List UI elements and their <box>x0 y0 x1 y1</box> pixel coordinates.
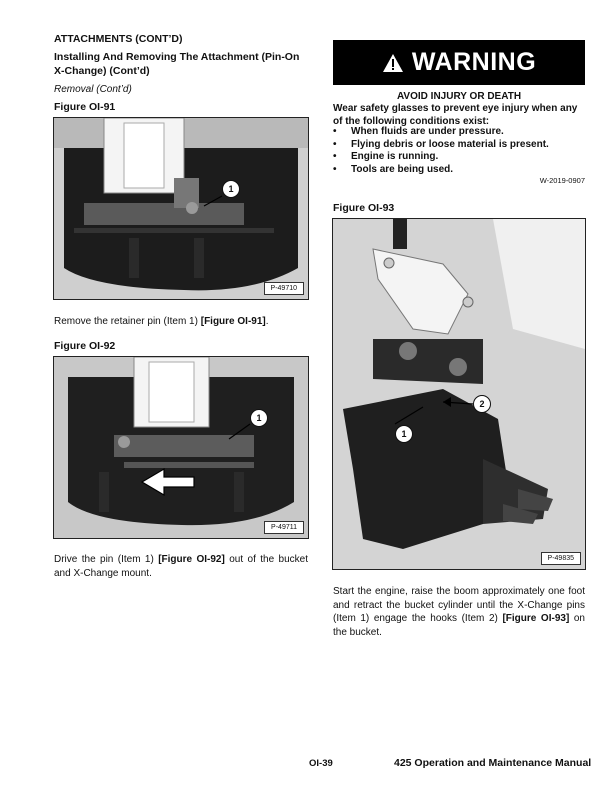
figure-92-label: Figure OI-92 <box>54 340 116 352</box>
subsection-title: Removal (Cont’d) <box>54 84 132 95</box>
figure-91-photo <box>53 117 309 300</box>
list-item: • Flying debris or loose material is present. <box>333 138 549 150</box>
callout-1: 1 <box>395 425 413 443</box>
photo-number: P-49710 <box>264 282 304 295</box>
manual-title: 425 Operation and Maintenance Manual <box>394 757 592 769</box>
warning-triangle-icon <box>382 53 404 73</box>
figure-93-caption: Start the engine, raise the boom approximately one foot and retract the bucket cylinder until the X-Change pins (Item 1) engage the hooks (Item 2) [Figure OI-93] on the bucket. <box>333 586 585 638</box>
list-item: • When fluids are under pressure. <box>333 126 504 137</box>
list-item: • Tools are being used. <box>333 163 454 175</box>
figure-92-photo <box>53 356 309 539</box>
photo-number: P-49835 <box>541 552 581 565</box>
warning-code: W-2019-0907 <box>539 176 585 185</box>
warning-list <box>333 126 585 176</box>
warning-banner <box>333 40 585 85</box>
callout-1: 1 <box>250 409 268 427</box>
figure-91-label: Figure OI-91 <box>54 101 116 113</box>
warning-title: WARNING <box>411 48 537 76</box>
photo-number: P-49711 <box>264 521 304 534</box>
warning-heading: AVOID INJURY OR DEATH <box>396 91 522 102</box>
figure-92-caption: Drive the pin (Item 1) [Figure OI-92] out of the bucket and X-Change mount. <box>54 554 308 579</box>
figure-93-label: Figure OI-93 <box>333 202 395 214</box>
warning-intro: Wear safety glasses to prevent eye injury when any of the following conditions exist: <box>333 103 578 127</box>
figure-93-photo <box>332 218 586 570</box>
callout-2: 2 <box>473 395 491 413</box>
list-item: • Engine is running. <box>333 151 439 162</box>
figure-91-caption: Remove the retainer pin (Item 1) [Figure OI-91]. <box>54 316 269 327</box>
excavator-photo-illustration <box>333 219 585 569</box>
page-number: OI-39 <box>309 758 333 769</box>
section-title: ATTACHMENTS (CONT’D) <box>54 33 183 45</box>
subheading: Installing And Removing The Attachment (Pin-On X-Change) (Cont’d) <box>54 51 300 77</box>
bucket-photo-illustration <box>54 357 308 538</box>
bucket-photo-illustration <box>54 118 308 299</box>
callout-1: 1 <box>222 180 240 198</box>
